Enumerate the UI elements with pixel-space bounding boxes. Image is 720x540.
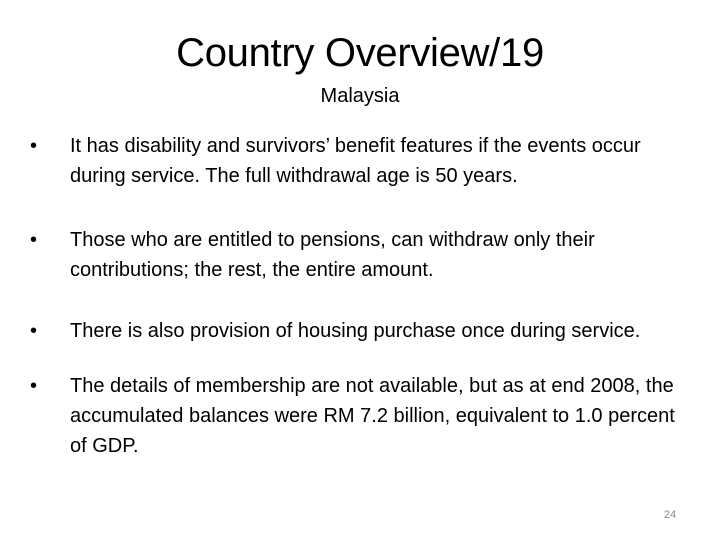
slide-title: Country Overview/19 [176, 31, 544, 75]
bullet-item-housing-purchase [30, 316, 690, 346]
bullet-item-pension-withdrawal [30, 225, 690, 285]
bullet-text: The details of membership are not available, but as at end 2008, the accumulated balances were RM 7.2 billion, equivalent to 1.0 percent of GDP. [70, 375, 675, 457]
bullet-text: There is also provision of housing purchase once during service. [70, 320, 641, 342]
bullet-icon: • [30, 229, 38, 251]
bullet-text: Those who are entitled to pensions, can withdraw only their contributions; the rest, the entire amount. [70, 229, 595, 281]
bullet-text: It has disability and survivors’ benefit features if the events occur during service. The full withdrawal age is 50 years. [70, 135, 641, 187]
bullet-icon: • [30, 135, 38, 157]
bullet-icon: • [30, 375, 38, 397]
bullet-item-membership-details [30, 371, 690, 461]
bullet-icon: • [30, 320, 38, 342]
page-number: 24 [663, 509, 677, 521]
slide-subtitle: Malaysia [320, 85, 400, 107]
bullet-item-disability-benefits [30, 131, 690, 191]
bullet-list [30, 131, 690, 461]
